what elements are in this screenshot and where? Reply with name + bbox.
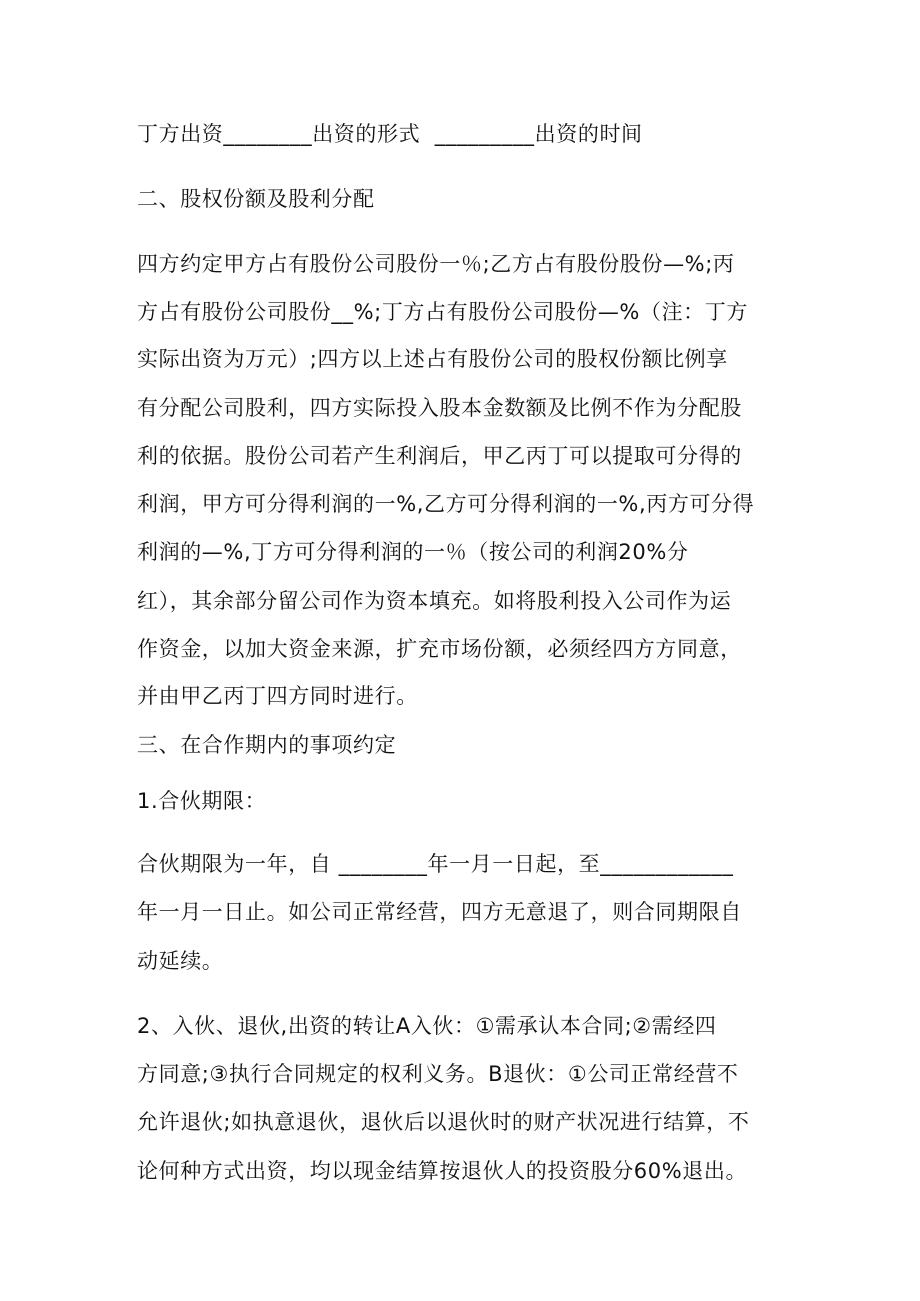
subsection-heading: 1.合伙期限：	[137, 789, 267, 813]
paragraph-line: 并由甲乙丙丁四方同时进行。	[137, 684, 418, 708]
paragraph-line: 作资金，以加大资金来源，扩充市场份额，必须经四方方同意，	[137, 637, 742, 661]
paragraph-line: 丁方出资________出资的形式 _________出资的时间	[137, 122, 643, 146]
section-heading: 三、在合作期内的事项约定	[137, 733, 397, 757]
paragraph-line: 方同意;③执行合同规定的权利义务。B退伙：①公司正常经营不	[137, 1062, 739, 1086]
paragraph-line: 利润，甲方可分得利润的一%,乙方可分得利润的一%,丙方可分得	[137, 492, 755, 516]
paragraph-line: 允许退伙;如执意退伙，退伙后以退伙时的财产状况进行结算，不	[137, 1110, 750, 1134]
paragraph-line: 利的依据。股份公司若产生利润后，甲乙丙丁可以提取可分得的	[137, 444, 742, 468]
paragraph-line: 有分配公司股利，四方实际投入股本金数额及比例不作为分配股	[137, 396, 742, 420]
paragraph-line: 动延续。	[137, 949, 224, 973]
paragraph-line: 红），其余部分留公司作为资本填充。如将股利投入公司作为运	[137, 589, 732, 613]
paragraph-line: 实际出资为万元）;四方以上述占有股份公司的股权份额比例享	[137, 347, 728, 371]
paragraph-line: 方占有股份公司股份__%;丁方占有股份公司股份—%（注：丁方	[137, 300, 748, 324]
paragraph-line: 利润的—%,丁方可分得利润的一％（按公司的利润20%分	[137, 540, 689, 564]
paragraph-line: 论何种方式出资，均以现金结算按退伙人的投资股分60%退出。	[137, 1159, 748, 1183]
paragraph-line: 四方约定甲方占有股份公司股份一％;乙方占有股份股份—%;丙	[137, 252, 735, 276]
section-heading: 二、股权份额及股利分配	[137, 187, 375, 211]
paragraph-line: 合伙期限为一年，自 ________年一月一日起，至____________	[137, 852, 734, 876]
paragraph-line: 年一月一日止。如公司正常经营，四方无意退了，则合同期限自	[137, 900, 742, 924]
paragraph-line: 2、入伙、退伙,出资的转让A入伙：①需承认本合同;②需经四	[137, 1014, 717, 1038]
